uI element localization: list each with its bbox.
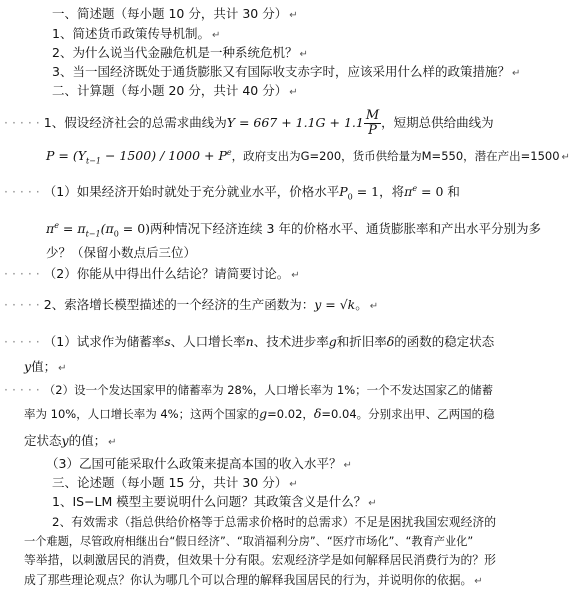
eq-part: P [339, 184, 348, 199]
eq-part: P = (Y [46, 148, 86, 163]
problem-2-2-q2-line3 [24, 433, 116, 451]
question-1-1 [52, 26, 220, 44]
problem-text: （1）如果经济开始时就处于充分就业水平，价格水平 [43, 184, 340, 199]
problem-2-2-q3 [46, 456, 352, 474]
eq-subscript: t−1 [85, 156, 101, 166]
paragraph-mark-icon: ↵ [289, 10, 298, 21]
symbol-s: s [164, 334, 171, 349]
problem-text: 、人口增长率 [170, 334, 246, 349]
problem-text: 的值； [68, 433, 107, 448]
problem-text: 。 [355, 297, 368, 312]
fraction-denominator: P [368, 123, 377, 138]
problem-text: 2、索洛增长模型描述的一个经济的生产函数为： [43, 297, 315, 312]
eq-part: π [46, 221, 55, 236]
paragraph-mark-icon: ↵ [299, 49, 308, 60]
problem-2-1-q1-line2 [46, 221, 541, 237]
symbol-g: g [328, 334, 337, 349]
question-text: 等举措，以刺激居民的消费，但效果十分有限。宏观经济学是如何解释居民消费行为的？形 [24, 553, 496, 567]
section-1-heading-text: 一、简述题（每小题 10 分，共计 30 分） [52, 6, 288, 21]
problem-text: 值； [31, 359, 57, 374]
paragraph-mark-icon: ↵ [58, 363, 67, 374]
problem-2-2-q2 [4, 382, 493, 398]
problem-text: 少？（保留小数点后三位） [46, 245, 197, 260]
problem-text: 1、假设经济社会的总需求曲线为 [43, 115, 227, 130]
eq-subscript: t−1 [85, 229, 101, 239]
question-text: 一个难题，尽管政府相继出台“假日经济”、“取消福利分房”、“医疗市场化”、“教育产业化” [24, 535, 474, 548]
question-text: 1、简述货币政策传导机制。 [52, 26, 210, 41]
question-1-2 [52, 45, 308, 63]
problem-2-1-q1 [4, 184, 460, 200]
section-3-heading-text: 三、论述题（每小题 15 分，共计 30 分） [52, 475, 288, 490]
symbol-delta: δ [386, 334, 395, 349]
paragraph-mark-icon: ↵ [561, 152, 570, 163]
problem-2-2-q2-line2 [24, 406, 495, 422]
problem-text: （1）试求作为储蓄率 [43, 334, 165, 349]
problem-text: =0.04。分别求出甲、乙两国的稳 [321, 407, 495, 421]
eq-superscript: e [412, 183, 418, 193]
symbol-n: n [245, 334, 254, 349]
question-text: 2、有效需求（指总供给价格等于总需求价格时的总需求）不足是困扰我国宏观经济的 [52, 515, 496, 529]
problem-text: ，短期总供给曲线为 [381, 115, 494, 130]
eq-part: π [404, 184, 413, 199]
symbol-g: g [259, 406, 268, 421]
problem-text: 和折旧率 [336, 334, 387, 349]
question-text: 成了那些理论观点？你认为哪几个可以合理的解释我国居民的行为，并说明你的依据。 [24, 573, 473, 587]
problem-text: 两种情况下经济连续 3 年的价格水平、通货膨胀率和产出水平分别为多 [150, 221, 541, 236]
question-3-2-line4 [24, 572, 483, 590]
problem-text: 和 [443, 184, 460, 199]
paragraph-mark-icon: ↵ [369, 301, 379, 312]
question-3-2-line2 [24, 533, 473, 550]
eq-superscript: e [54, 220, 59, 230]
indent-dots: · · · · · [4, 297, 40, 312]
indent-dots: · · · · · [4, 382, 40, 397]
problem-2-2-intro [4, 297, 378, 315]
problem-2-2-q1-line2 [24, 359, 66, 377]
indent-dots: · · · · · [4, 115, 40, 130]
aggregate-supply-equation [46, 147, 232, 166]
fraction-numerator: M [365, 108, 380, 123]
paragraph-mark-icon: ↵ [474, 576, 483, 587]
problem-text: 定状态 [24, 433, 62, 448]
question-3-1 [52, 494, 377, 512]
paragraph-mark-icon: ↵ [108, 437, 117, 448]
indent-dots: · · · · · [4, 266, 40, 281]
problem-2-2-q1 [4, 334, 494, 350]
problem-text: ，将 [379, 184, 405, 199]
problem-2-1-intro [4, 108, 494, 138]
indent-dots: · · · · · [4, 334, 40, 349]
eq-subscript: 0 [113, 229, 119, 239]
section-1-heading [52, 6, 298, 24]
eq-part: = 0) [118, 221, 151, 236]
problem-text: =0.02， [267, 407, 314, 421]
eq-part: − 1500) / 1000 + P [100, 148, 227, 163]
eq-part: = 0 [417, 184, 444, 199]
problem-text: （2）你能从中得出什么结论？请简要讨论。 [43, 266, 290, 281]
indent-dots: · · · · · [4, 184, 40, 199]
paragraph-mark-icon: ↵ [211, 30, 221, 41]
money-price-fraction [364, 109, 381, 138]
symbol-y: y [24, 359, 32, 374]
eq-subscript: 0 [347, 192, 353, 202]
production-function: y = √k [314, 297, 356, 312]
symbol-delta: δ [313, 406, 322, 421]
paragraph-mark-icon: ↵ [511, 68, 521, 79]
eq-part: = π [58, 221, 86, 236]
problem-text: ，政府支出为G=200，货币供给量为M=550，潜在产出=1500 [231, 149, 560, 163]
problem-2-1-supply [46, 148, 570, 166]
question-1-3 [52, 64, 520, 82]
aggregate-demand-equation: Y = 667 + 1.1G + 1.1 [226, 115, 364, 130]
problem-text: （2）设一个发达国家甲的储蓄率为 28%，人口增长率为 1%；一个不发达国家乙的储蓄 [43, 383, 494, 397]
question-3-2-line1 [52, 514, 496, 530]
paragraph-mark-icon: ↵ [343, 460, 352, 471]
eq-part: = 1 [352, 184, 380, 199]
paragraph-mark-icon: ↵ [368, 498, 377, 509]
question-3-2-line3 [24, 552, 496, 568]
paragraph-mark-icon: ↵ [291, 270, 300, 281]
problem-text: 、技术进步率 [253, 334, 329, 349]
section-2-heading [52, 83, 298, 101]
question-text: 1、IS−LM 模型主要说明什么问题？其政策含义是什么？ [52, 494, 367, 509]
problem-text: （3）乙国可能采取什么政策来提高本国的收入水平？ [46, 456, 342, 471]
question-text: 2、为什么说当代金融危机是一种系统危机？ [52, 45, 298, 60]
section-3-heading [52, 475, 298, 493]
problem-2-1-q1-line3 [46, 245, 196, 261]
eq-superscript: e [226, 147, 232, 157]
paragraph-mark-icon: ↵ [289, 479, 298, 490]
paragraph-mark-icon: ↵ [289, 87, 298, 98]
problem-text: 率为 10%，人口增长率为 4%；这两个国家的 [24, 407, 260, 421]
section-2-heading-text: 二、计算题（每小题 20 分，共计 40 分） [52, 83, 288, 98]
question-text: 3、当一国经济既处于通货膨胀又有国际收支赤字时，应该采用什么样的政策措施？ [52, 64, 510, 79]
problem-2-1-q2 [4, 266, 300, 284]
symbol-y: y [61, 433, 69, 448]
eq-part: (π [100, 221, 114, 236]
problem-text: 的函数的稳定状态 [394, 334, 495, 349]
